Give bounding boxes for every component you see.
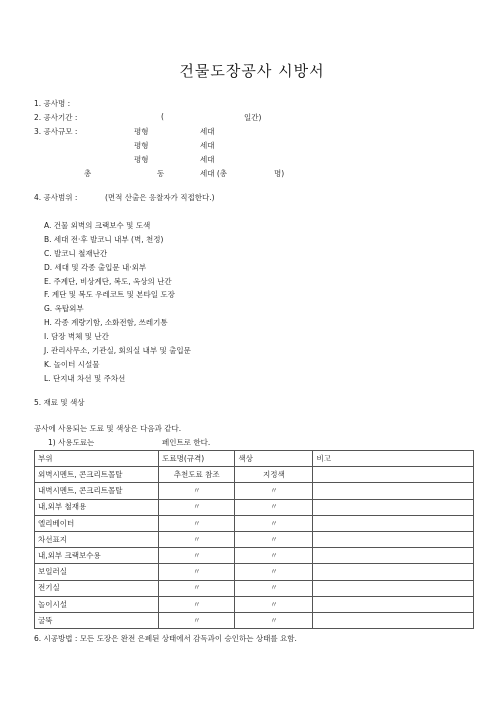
cell-color: 〃 [235, 499, 313, 515]
table-row [35, 580, 474, 596]
cell-note [313, 580, 474, 596]
scope-item: D. 세대 및 각종 출입문 내·외부 [44, 263, 147, 272]
cell-note [313, 564, 474, 580]
cell-paint: 〃 [159, 596, 235, 612]
cell-paint: 〃 [159, 548, 235, 564]
cell-part: 내벽시멘트, 콘크리트몰탈 [35, 483, 159, 499]
cell-part: 엘리베이터 [35, 515, 159, 531]
cell-part: 전기실 [35, 580, 159, 596]
scope-item: C. 발코니 철재난간 [44, 249, 108, 258]
cell-paint: 〃 [159, 515, 235, 531]
cell-part: 보일러실 [35, 564, 159, 580]
cell-note [313, 483, 474, 499]
cell-note [313, 499, 474, 515]
scope-item: A. 건물 외벽의 크랙보수 및 도색 [44, 221, 151, 230]
scope-item: E. 주계단, 비상계단, 복도, 옥상의 난간 [44, 277, 172, 286]
cell-color: 〃 [235, 548, 313, 564]
cell-part: 굴뚝 [35, 612, 159, 628]
cell-color: 〃 [235, 515, 313, 531]
cell-note [313, 548, 474, 564]
scope-item: F. 계단 및 복도 우레코트 및 본타일 도장 [44, 290, 175, 299]
scale-sede-1: 세대 [200, 127, 215, 136]
cell-color: 지정색 [235, 467, 313, 483]
header-cell: 색상 [235, 451, 313, 467]
table-row [35, 483, 474, 499]
cell-note [313, 467, 474, 483]
cell-color: 〃 [235, 531, 313, 547]
period-paren: ( [161, 112, 164, 121]
item-period-label: 2. 공사기간 : [34, 113, 78, 122]
cell-part: 놀이시설 [35, 596, 159, 612]
cell-color: 〃 [235, 564, 313, 580]
cell-part: 차선표지 [35, 531, 159, 547]
cell-note [313, 515, 474, 531]
scale-pyeong-3: 평형 [134, 155, 149, 164]
cell-paint: 〃 [159, 564, 235, 580]
period-days: 일간) [244, 113, 262, 122]
scope-item: H. 각종 계량기함, 소화전함, 쓰레기통 [44, 318, 168, 327]
cell-part: 내,외부 철재용 [35, 499, 159, 515]
table-header-row [35, 451, 474, 467]
header-cell: 부위 [35, 451, 159, 467]
materials-desc: 공사에 사용되는 도료 및 색상은 다음과 같다. [34, 424, 182, 433]
scope-item: I. 담장 벽체 및 난간 [44, 332, 109, 341]
scale-persons: 명) [274, 169, 285, 178]
table-row [35, 499, 474, 515]
table-row [35, 596, 474, 612]
cell-color: 〃 [235, 483, 313, 499]
cell-paint: 추천도료 참조 [159, 467, 235, 483]
cell-note [313, 596, 474, 612]
cell-color: 〃 [235, 596, 313, 612]
item-scope-label: 4. 공사범위 : [34, 193, 78, 202]
scope-item: G. 옥탑외부 [44, 304, 84, 313]
table-row [35, 548, 474, 564]
cell-note [313, 531, 474, 547]
cell-color: 〃 [235, 580, 313, 596]
table-row [35, 467, 474, 483]
scale-pyeong-2: 평형 [134, 141, 149, 150]
scope-item: L. 단지내 차선 및 주차선 [44, 374, 126, 383]
cell-paint: 〃 [159, 483, 235, 499]
scale-sede-2: 세대 [200, 141, 215, 150]
cell-note [313, 612, 474, 628]
item-method: 6. 시공방법 : 모든 도장은 완전 은폐된 상태에서 감독과이 승인하는 상태를 요함. [34, 634, 297, 643]
table-row [35, 612, 474, 628]
scale-pyeong-1: 평형 [134, 127, 149, 136]
scale-dong: 동 [157, 169, 165, 178]
item-project-name: 1. 공사명 : [34, 99, 71, 108]
scope-item: K. 놀이터 시설물 [44, 360, 100, 369]
header-cell: 비고 [313, 451, 474, 467]
cell-paint: 〃 [159, 580, 235, 596]
cell-paint: 〃 [159, 531, 235, 547]
scope-item: B. 세대 전·후 발코니 내부 (벽, 천정) [44, 235, 164, 244]
scale-sede-total: 세대 (총 [200, 169, 228, 178]
scale-total: 총 [84, 169, 92, 178]
scope-item: J. 관리사무소, 기관실, 회의실 내부 및 출입문 [44, 346, 191, 355]
cell-paint: 〃 [159, 499, 235, 515]
cell-part: 내,외부 크랙보수용 [35, 548, 159, 564]
materials-paint-label: 1) 사용도료는 [48, 438, 95, 447]
document-title: 건물도장공사 시방서 [179, 62, 325, 80]
scale-sede-3: 세대 [200, 155, 215, 164]
materials-paint-suffix: 페인트로 한다. [162, 438, 211, 447]
table-row [35, 564, 474, 580]
header-cell: 도료명(규격) [159, 451, 235, 467]
scope-note: (면적 산출은 응찰자가 직접한다.) [105, 193, 215, 202]
cell-part: 외벽시멘트, 콘크리트몰탈 [35, 467, 159, 483]
cell-paint: 〃 [159, 612, 235, 628]
paint-spec-table [34, 450, 474, 629]
item-materials-label: 5. 재료 및 색상 [34, 398, 85, 407]
item-scale-label: 3. 공사규모 : [34, 127, 78, 136]
table-row [35, 531, 474, 547]
cell-color: 〃 [235, 612, 313, 628]
table-row [35, 515, 474, 531]
